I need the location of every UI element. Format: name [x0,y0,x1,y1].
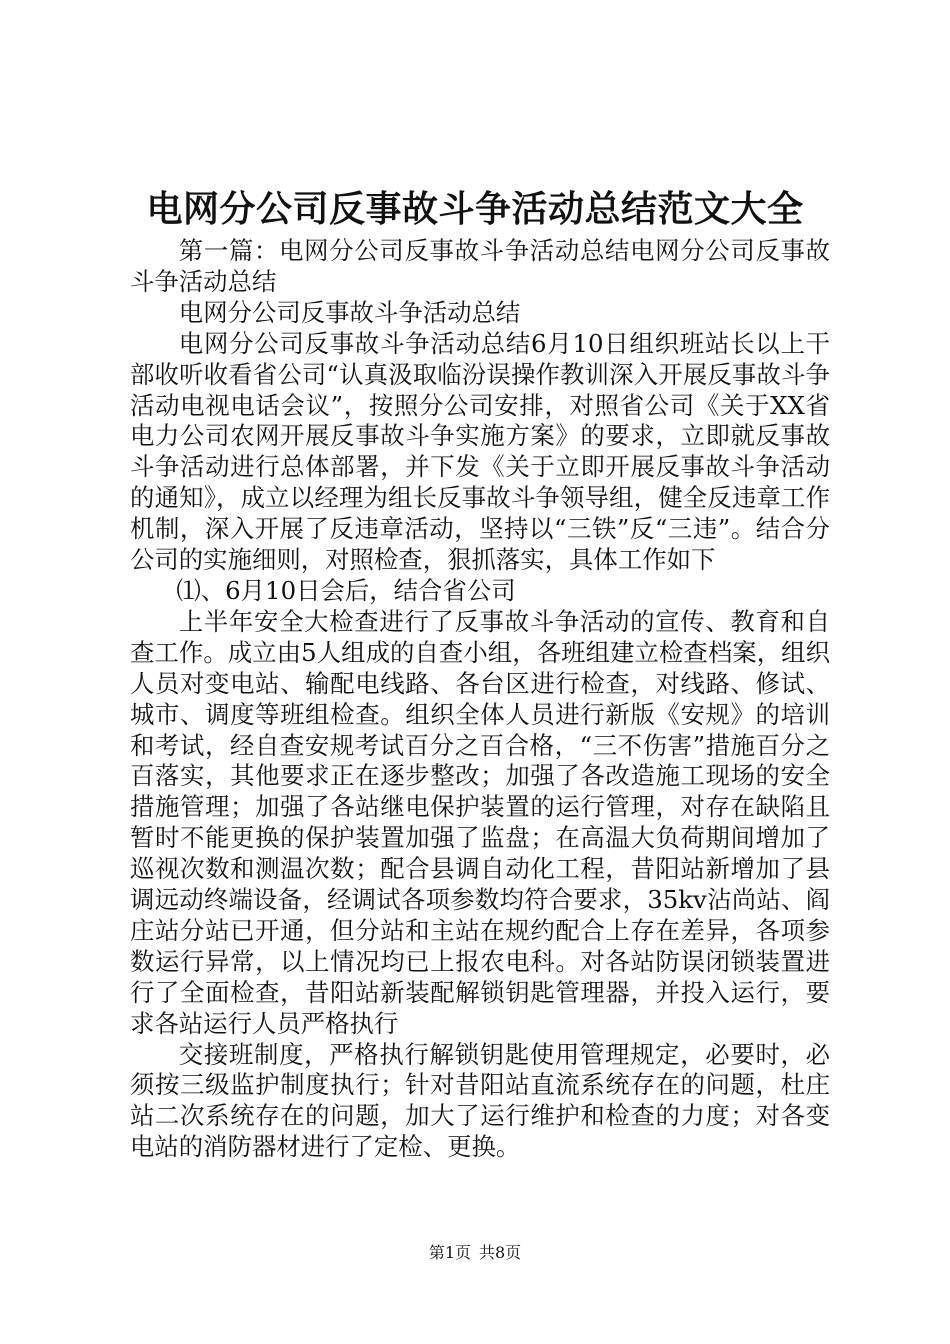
paragraph-subtitle: 电网分公司反事故斗争活动总结 [178,297,521,327]
page-total: 共8页 [479,1243,522,1262]
page-footer [0,1242,950,1264]
paragraph-safety-inspection: 上半年安全大检查进行了反事故斗争活动的宣传、教育和自查工作。成立由5人组成的自查小组，各班组建立检查档案，组织人员对变电站、输配电线路、各台区进行检查，对线路、修试、城市、调度等班组检查。组织全体人员进行新版《安规》的培训和考试，经自查安规考试百分之百合格，“三不伤害”措施百分之百落实，其他要求正在逐步整改；加强了各改造施工现场的安全措施管理；加强了各站继电保护装置的运行管理，对存在缺陷且暂时不能更换的保护装置加强了监盘；在高温大负荷期间增加了巡视次数和测温次数；配合县调自动化工程，昔阳站新增加了县调远动终端设备，经调试各项参数均符合要求，35kv沾尚站、阎庄站分站已开通，但分站和主站在规约配合上存在差异，各项参数运行异常，以上情况均已上报农电科。对各站防误闭锁装置进行了全面检查，昔阳站新装配解锁钥匙管理器，并投入运行，要求各站运行人员严格执行 [130,606,830,1038]
paragraph-heading-first-article: 第一篇：电网分公司反事故斗争活动总结电网分公司反事故斗争活动总结 [130,236,830,296]
paragraph-shift-handover: 交接班制度，严格执行解锁钥匙使用管理规定，必要时，必须按三级监护制度执行；针对昔阳站直流系统存在的问题，杜庄站二次系统存在的问题，加大了运行维护和检查的力度；对各变电站的消防器材进行了定检、更换。 [130,1039,830,1162]
document-title: 电网分公司反事故斗争活动总结范文大全 [146,188,804,230]
paragraph-intro: 电网分公司反事故斗争活动总结6月10日组织班站长以上干部收听收看省公司“认真汲取临汾误操作教训深入开展反事故斗争活动电视电话会议”，按照分公司安排，对照省公司《关于XX省电力公司农网开展反事故斗争实施方案》的要求，立即就反事故斗争活动进行总体部署，并下发《关于立即开展反事故斗争活动的通知》，成立以经理为组长反事故斗争领导组，健全反违章工作机制，深入开展了反违章活动，坚持以“三铁”反“三违”。结合分公司的实施细则，对照检查，狠抓落实，具体工作如下 [130,328,830,575]
document-body [130,236,830,1163]
page-number: 第1页 [428,1243,471,1262]
paragraph-item-1: ⑴、6月10日会后，结合省公司 [176,575,516,605]
